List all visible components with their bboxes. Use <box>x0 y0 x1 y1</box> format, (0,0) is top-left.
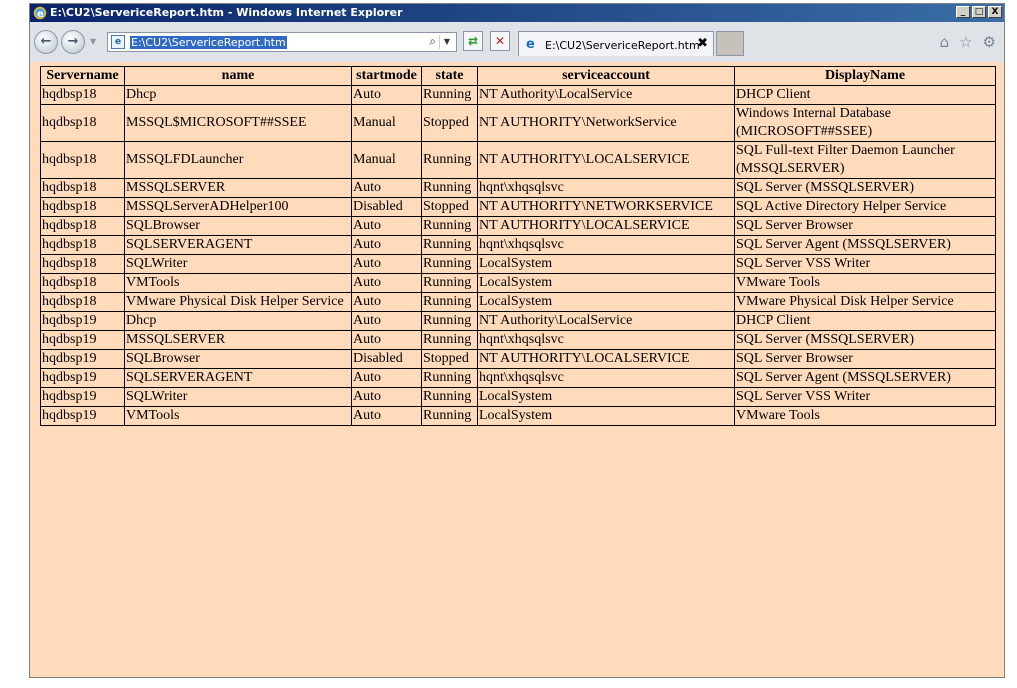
cell-startmode: Manual <box>352 105 422 142</box>
cell-serviceaccount: NT Authority\LocalService <box>478 312 735 331</box>
cell-displayname: SQL Server Agent (MSSQLSERVER) <box>735 369 996 388</box>
cell-name: SQLWriter <box>125 255 352 274</box>
cell-servername: hqdbsp18 <box>41 255 125 274</box>
cell-state: Stopped <box>422 105 478 142</box>
gear-icon[interactable]: ⚙ <box>982 33 996 51</box>
cell-serviceaccount: LocalSystem <box>478 388 735 407</box>
cell-state: Running <box>422 293 478 312</box>
cell-serviceaccount: NT Authority\LocalService <box>478 86 735 105</box>
cell-serviceaccount: hqnt\xhqsqlsvc <box>478 236 735 255</box>
cell-displayname: VMware Tools <box>735 274 996 293</box>
cell-startmode: Disabled <box>352 198 422 217</box>
cell-state: Running <box>422 236 478 255</box>
cell-startmode: Auto <box>352 388 422 407</box>
page-content <box>30 62 1004 677</box>
window-controls <box>956 6 1002 20</box>
cell-startmode: Auto <box>352 312 422 331</box>
tab-servericereport[interactable] <box>518 31 714 56</box>
cell-startmode: Auto <box>352 331 422 350</box>
back-arrow-icon: ← <box>40 34 52 49</box>
cell-displayname: SQL Full-text Filter Daemon Launcher (MSSQLSERVER) <box>735 142 996 179</box>
cell-name: MSSQLSERVER <box>125 331 352 350</box>
toolbar-icons <box>940 33 996 51</box>
cell-servername: hqdbsp18 <box>41 198 125 217</box>
cell-serviceaccount: NT AUTHORITY\NETWORKSERVICE <box>478 198 735 217</box>
cell-name: Dhcp <box>125 86 352 105</box>
cell-serviceaccount: NT AUTHORITY\LOCALSERVICE <box>478 350 735 369</box>
cell-state: Stopped <box>422 350 478 369</box>
cell-name: VMTools <box>125 407 352 426</box>
cell-displayname: SQL Server VSS Writer <box>735 388 996 407</box>
cell-servername: hqdbsp18 <box>41 236 125 255</box>
stop-button[interactable] <box>490 31 510 51</box>
table-row <box>41 369 996 388</box>
cell-startmode: Auto <box>352 369 422 388</box>
recent-pages-dropdown[interactable]: ▼ <box>90 37 97 46</box>
cell-name: MSSQLSERVER <box>125 179 352 198</box>
cell-name: SQLSERVERAGENT <box>125 369 352 388</box>
cell-startmode: Manual <box>352 142 422 179</box>
cell-startmode: Auto <box>352 217 422 236</box>
home-icon[interactable]: ⌂ <box>939 33 950 51</box>
cell-name: MSSQL$MICROSOFT##SSEE <box>125 105 352 142</box>
header-name: name <box>125 67 352 86</box>
cell-serviceaccount: NT AUTHORITY\LOCALSERVICE <box>478 142 735 179</box>
cell-serviceaccount: hqnt\xhqsqlsvc <box>478 331 735 350</box>
cell-displayname: SQL Server (MSSQLSERVER) <box>735 331 996 350</box>
cell-startmode: Auto <box>352 179 422 198</box>
table-row <box>41 407 996 426</box>
cell-servername: hqdbsp18 <box>41 217 125 236</box>
cell-startmode: Auto <box>352 274 422 293</box>
title-bar <box>30 4 1004 22</box>
refresh-button[interactable] <box>463 31 483 51</box>
cell-serviceaccount: LocalSystem <box>478 407 735 426</box>
cell-startmode: Auto <box>352 86 422 105</box>
cell-state: Running <box>422 312 478 331</box>
cell-servername: hqdbsp19 <box>41 331 125 350</box>
cell-servername: hqdbsp18 <box>41 293 125 312</box>
cell-state: Running <box>422 369 478 388</box>
cell-name: VMTools <box>125 274 352 293</box>
cell-displayname: SQL Server Agent (MSSQLSERVER) <box>735 236 996 255</box>
tab-label: E:\CU2\ServericeReport.htm <box>545 39 700 52</box>
cell-state: Running <box>422 331 478 350</box>
cell-name: SQLBrowser <box>125 350 352 369</box>
table-row <box>41 86 996 105</box>
favorites-star-icon[interactable]: ☆ <box>959 33 973 51</box>
maximize-button[interactable]: □ <box>972 6 986 18</box>
cell-startmode: Auto <box>352 407 422 426</box>
cell-name: SQLWriter <box>125 388 352 407</box>
cell-servername: hqdbsp19 <box>41 369 125 388</box>
cell-state: Running <box>422 255 478 274</box>
cell-displayname: SQL Server Browser <box>735 350 996 369</box>
table-row <box>41 217 996 236</box>
cell-displayname: SQL Server Browser <box>735 217 996 236</box>
cell-state: Running <box>422 388 478 407</box>
forward-button[interactable] <box>61 30 85 54</box>
cell-servername: hqdbsp18 <box>41 179 125 198</box>
cell-serviceaccount: hqnt\xhqsqlsvc <box>478 369 735 388</box>
cell-servername: hqdbsp19 <box>41 388 125 407</box>
cell-name: MSSQLServerADHelper100 <box>125 198 352 217</box>
page-icon: e <box>111 35 125 49</box>
cell-displayname: VMware Physical Disk Helper Service <box>735 293 996 312</box>
cell-name: SQLSERVERAGENT <box>125 236 352 255</box>
cell-startmode: Auto <box>352 236 422 255</box>
cell-displayname: SQL Active Directory Helper Service <box>735 198 996 217</box>
table-row <box>41 312 996 331</box>
table-row <box>41 293 996 312</box>
cell-startmode: Disabled <box>352 350 422 369</box>
cell-servername: hqdbsp18 <box>41 105 125 142</box>
cell-serviceaccount: LocalSystem <box>478 255 735 274</box>
table-row <box>41 274 996 293</box>
tab-ie-icon: e <box>526 37 535 52</box>
cell-displayname: DHCP Client <box>735 86 996 105</box>
cell-serviceaccount: LocalSystem <box>478 293 735 312</box>
cell-name: VMware Physical Disk Helper Service <box>125 293 352 312</box>
cell-servername: hqdbsp19 <box>41 407 125 426</box>
header-servername: Servername <box>41 67 125 86</box>
browser-window <box>29 3 1005 678</box>
service-report-table <box>40 66 996 426</box>
cell-serviceaccount: hqnt\xhqsqlsvc <box>478 179 735 198</box>
forward-arrow-icon: → <box>67 34 79 49</box>
cell-displayname: DHCP Client <box>735 312 996 331</box>
address-input[interactable]: E:\CU2\ServericeReport.htm <box>131 36 286 49</box>
table-row <box>41 198 996 217</box>
window-title: E:\CU2\ServericeReport.htm - Windows Internet Explorer <box>50 6 403 19</box>
cell-name: SQLBrowser <box>125 217 352 236</box>
close-button[interactable]: X <box>988 6 1002 18</box>
cell-state: Running <box>422 274 478 293</box>
cell-name: MSSQLFDLauncher <box>125 142 352 179</box>
table-row <box>41 331 996 350</box>
cell-startmode: Auto <box>352 293 422 312</box>
cell-servername: hqdbsp18 <box>41 86 125 105</box>
cell-serviceaccount: LocalSystem <box>478 274 735 293</box>
cell-serviceaccount: NT AUTHORITY\LOCALSERVICE <box>478 217 735 236</box>
table-row <box>41 142 996 179</box>
cell-state: Running <box>422 179 478 198</box>
table-header-row <box>41 67 996 86</box>
cell-startmode: Auto <box>352 255 422 274</box>
cell-state: Running <box>422 217 478 236</box>
cell-displayname: SQL Server (MSSQLSERVER) <box>735 179 996 198</box>
new-tab-button[interactable] <box>716 31 744 56</box>
address-dropdown-button[interactable]: ▼ <box>439 35 454 49</box>
header-serviceaccount: serviceaccount <box>478 67 735 86</box>
cell-displayname: Windows Internal Database (MICROSOFT##SSEE) <box>735 105 996 142</box>
cell-state: Running <box>422 407 478 426</box>
minimize-button[interactable]: _ <box>956 6 970 18</box>
table-row <box>41 179 996 198</box>
cell-serviceaccount: NT AUTHORITY\NetworkService <box>478 105 735 142</box>
table-row <box>41 105 996 142</box>
back-button[interactable] <box>34 30 58 54</box>
internet-explorer-icon <box>33 6 47 20</box>
table-row <box>41 236 996 255</box>
svg-text:e: e <box>37 9 44 20</box>
cell-servername: hqdbsp18 <box>41 274 125 293</box>
header-startmode: startmode <box>352 67 422 86</box>
cell-servername: hqdbsp19 <box>41 312 125 331</box>
stop-icon: ✕ <box>494 34 506 48</box>
table-row <box>41 255 996 274</box>
table-row <box>41 350 996 369</box>
cell-state: Stopped <box>422 198 478 217</box>
cell-displayname: SQL Server VSS Writer <box>735 255 996 274</box>
navigation-bar <box>30 22 1004 62</box>
refresh-icon: ⇄ <box>467 34 479 48</box>
cell-servername: hqdbsp18 <box>41 142 125 179</box>
address-bar[interactable] <box>107 32 457 52</box>
cell-state: Running <box>422 142 478 179</box>
search-icon[interactable]: ⌕ <box>429 34 436 48</box>
cell-displayname: VMware Tools <box>735 407 996 426</box>
tab-close-icon[interactable]: ✖ <box>697 36 708 51</box>
cell-servername: hqdbsp19 <box>41 350 125 369</box>
header-state: state <box>422 67 478 86</box>
cell-name: Dhcp <box>125 312 352 331</box>
cell-state: Running <box>422 86 478 105</box>
header-displayname: DisplayName <box>735 67 996 86</box>
table-row <box>41 388 996 407</box>
